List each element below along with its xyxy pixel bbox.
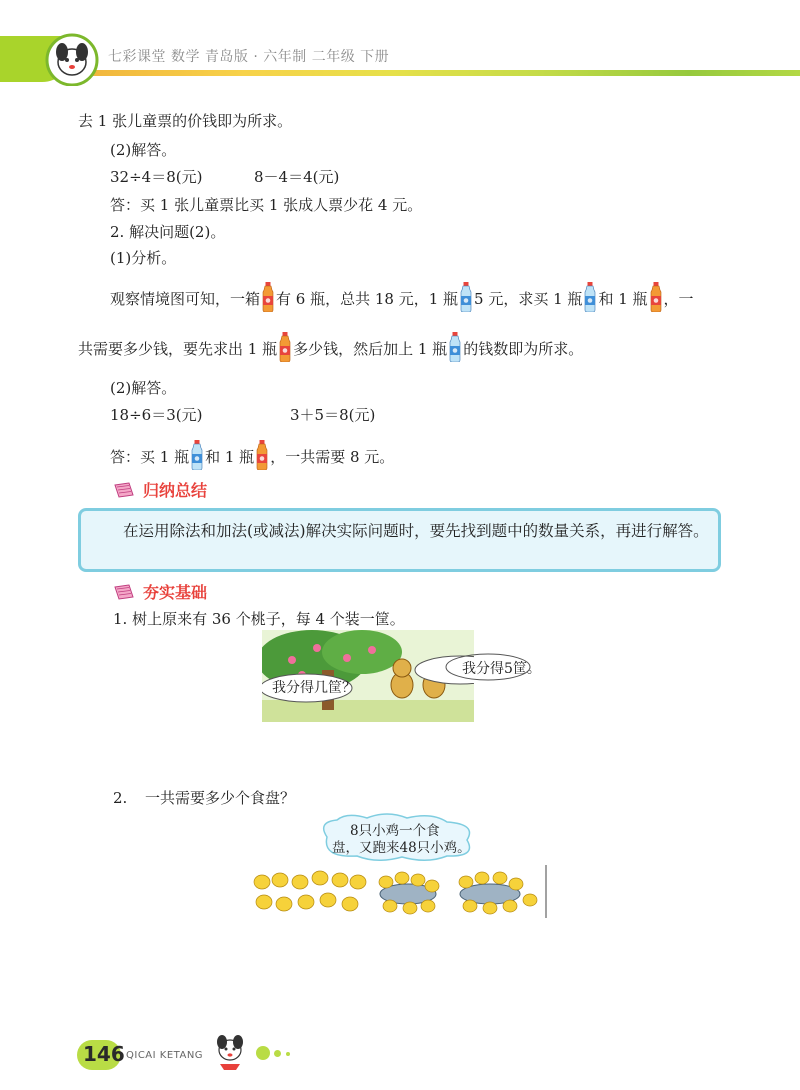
equation: 18÷6＝3(元) [110,406,203,424]
text-segment: 答：买 1 瓶 [110,448,190,466]
summary-heading [113,478,207,501]
text-segment: 多少钱，然后加上 1 瓶 [293,340,448,358]
text-line: (2)解答。 [110,141,177,159]
chicks-illustration [250,860,550,920]
bubble-text-line-2: 盘，又跑来48只小鸡。 [332,840,471,856]
text-segment: ，一 [663,290,694,308]
blue-bottle-icon [583,282,597,312]
dog-mascot-icon [44,32,100,86]
footer-dot [274,1050,281,1057]
monkeys-peach-illustration [262,630,474,722]
summary-text: 在运用除法和加法(或减法)解决实际问题时，要先找到题中的数量关系，再进行解答。 [123,522,709,540]
notebook-icon [113,583,135,601]
question-2: 一共需要多少个食盘？ [145,789,296,807]
practice-heading-text: 夯实基础 [143,583,208,602]
analysis-line [78,332,583,362]
text-line: (1)分析。 [110,249,177,267]
text-line: 2. 解决问题(2)。 [110,223,226,241]
red-bottle-icon [261,282,275,312]
text-line: 去 1 张儿童票的价钱即为所求。 [78,112,293,130]
speech-bubble-left: 我分得几筐？ [272,680,356,696]
text-segment: 5 元，求买 1 瓶 [474,290,583,308]
question-2-number: 2. [113,789,128,807]
text-segment: 和 1 瓶 [205,448,255,466]
text-line: (2)解答。 [110,379,177,397]
dog-mascot-icon [210,1028,250,1072]
red-bottle-icon [278,332,292,362]
blue-bottle-icon [190,440,204,470]
answer-line [110,440,394,470]
blue-bottle-icon [459,282,473,312]
blue-bottle-icon [448,332,462,362]
page-number: 146 [83,1042,125,1066]
page-header [0,36,800,86]
text-segment: 有 6 瓶，总共 18 元，1 瓶 [276,290,459,308]
equation: 3＋5＝8(元) [290,406,376,424]
notebook-icon [113,481,135,499]
text-segment: 的钱数即为所求。 [463,340,584,358]
text-segment: 观察情境图可知，一箱 [110,290,261,308]
summary-box [78,508,721,572]
text-segment: ，一共需要 8 元。 [270,448,395,466]
footer-brand: QICAI KETANG [126,1050,204,1061]
summary-heading-text: 归纳总结 [143,481,208,500]
equation: 32÷4＝8(元) [110,168,203,186]
speech-bubble-right-shape [444,652,532,682]
equation: 8－4＝4(元) [254,168,340,186]
footer-dot [286,1052,290,1056]
text-segment: 共需要多少钱，要先求出 1 瓶 [78,340,278,358]
red-bottle-icon [649,282,663,312]
footer-dot [256,1046,270,1060]
question-1: 1. 树上原来有 36 个桃子，每 4 个装一筐。 [113,610,405,628]
practice-heading [113,580,207,603]
speech-bubble-right: 我分得5筐。 [462,661,541,677]
answer-line: 答：买 1 张儿童票比买 1 张成人票少花 4 元。 [110,196,423,214]
text-segment: 和 1 瓶 [598,290,648,308]
bubble-text-line-1: 8只小鸡一个食 [350,823,440,839]
page-number-badge [77,1040,125,1070]
header-title: 七彩课堂 数学 青岛版 · 六年制 二年级 下册 [108,49,390,65]
red-bottle-icon [255,440,269,470]
header-rule [60,70,800,76]
analysis-line [110,282,694,312]
